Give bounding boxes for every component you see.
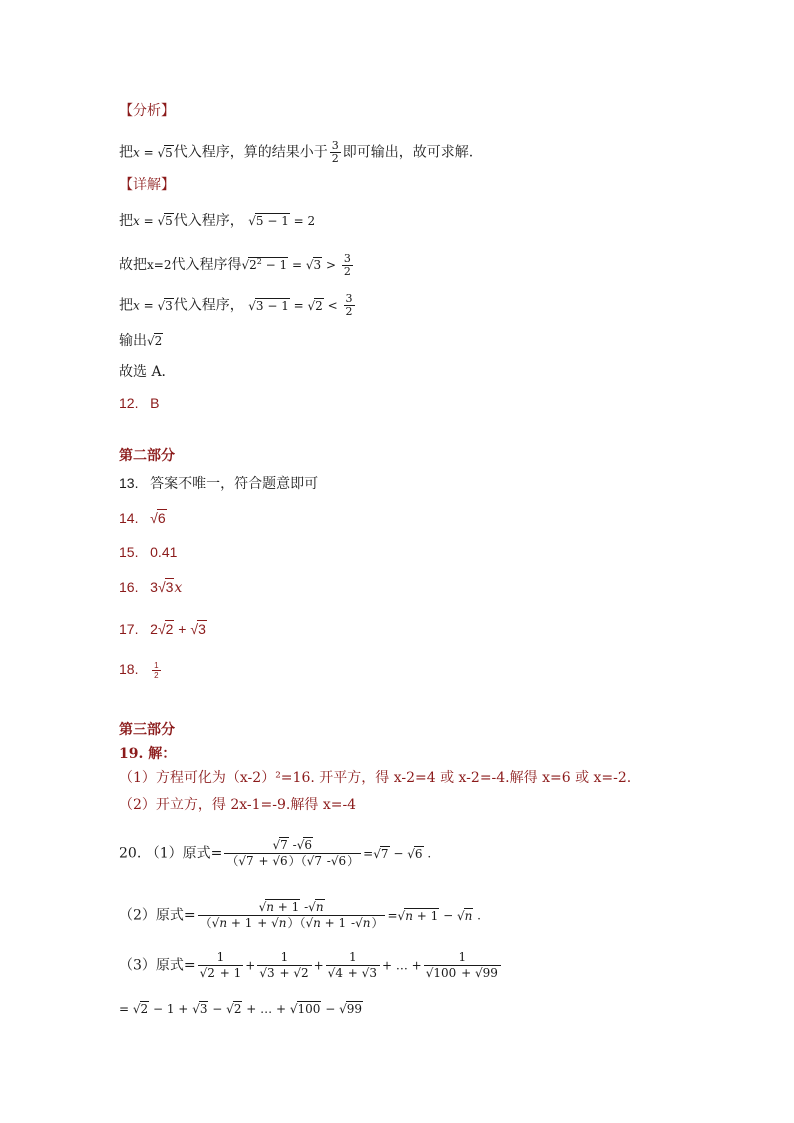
- detail-step-2: 故把x=2代入程序得$√2^2 - 1 = √3$ > $\frac{3}{2}$: [119, 251, 351, 278]
- part3-heading: 第三部分: [119, 722, 175, 738]
- q19-part-2: （2）开立方，得 2x-1=-9.解得 x=-4: [119, 797, 357, 813]
- q20-part-2: （2）原式= $\frac{√n + 1 -√n}{(√n + 1 + √n)(√n + 1 -√n)}$ =√n + 1 − √n .: [119, 900, 481, 930]
- detail-step-1: 把x = √5代入程序， √5 − 1 = 2: [119, 213, 316, 229]
- q19-part-1: （1）方程可化为（x-2）²=16. 开平方，得 x-2=4 或 x-2=-4.解得 x=6 或 x=-2.: [119, 770, 632, 786]
- q19-label: 19. 解：: [119, 746, 177, 762]
- analysis-text: 把x = √5代入程序，算的结果小于 $\frac{3}{2}$ 即可输出，故可求解.: [119, 139, 474, 165]
- answer-12: 12. B: [119, 395, 160, 411]
- detail-output: 输出√2: [119, 333, 163, 349]
- detail-header: 【详解】: [119, 177, 175, 193]
- answer-16: 16. 3√3x: [119, 579, 183, 596]
- answer-18: 18. $\frac{1}{2}$: [119, 660, 159, 680]
- detail-step-3: 把x = √3代入程序， √3 − 1 = √2 < $\frac{3}{2}$: [119, 292, 353, 318]
- q20-part-3: （3）原式= $\frac{1}{√2 + 1}$ + $\frac{1}{√3 + √2}$ + $\frac{1}{√4 + √3}$ + … + $\frac{1}{√100 + √99}$: [119, 950, 503, 981]
- q20-part-1: 20. （1）原式= $\frac{√7 -√6}{(√7 + √6)(√7 -√6)}$ =√7 − √6 .: [119, 838, 432, 868]
- analysis-header: 【分析】: [119, 103, 175, 119]
- q20-part-3-continued: = √2 − 1 + √3 − √2 + … + √100 − √99: [119, 1002, 363, 1016]
- detail-choose: 故选 A．: [119, 364, 176, 380]
- answer-14: 14. √6: [119, 510, 166, 526]
- part2-heading: 第二部分: [119, 448, 175, 464]
- answer-13: 13. 答案不唯一，符合题意即可: [119, 475, 319, 491]
- answer-17: 17. 2√2 + √3: [119, 621, 206, 637]
- answer-15: 15. 0.41: [119, 544, 178, 560]
